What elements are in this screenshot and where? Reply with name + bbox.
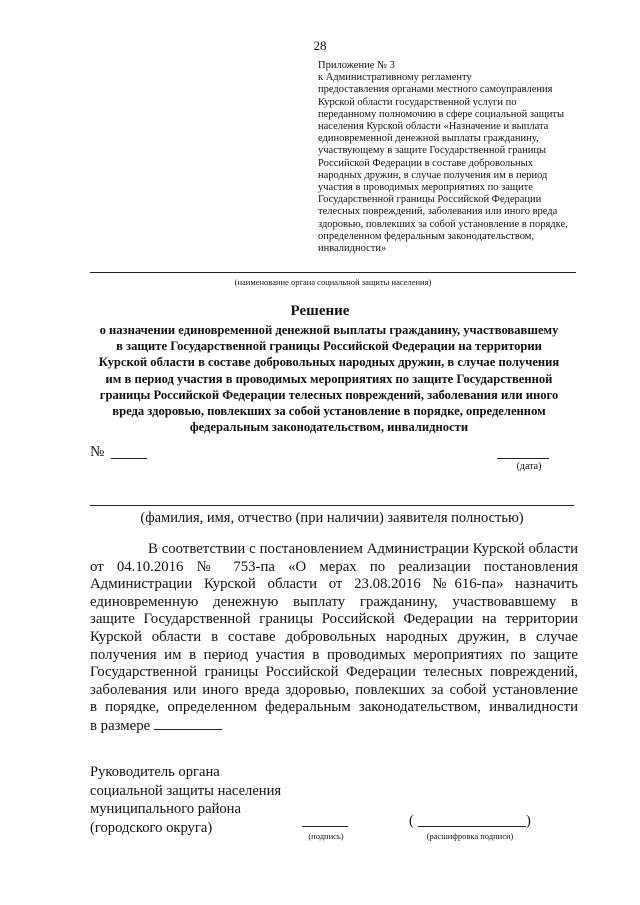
signature-decode-caption: (расшифровка подписи) <box>426 831 514 841</box>
decision-date-blank <box>497 458 549 459</box>
signer-block <box>90 763 281 837</box>
appendix-line: здоровью, повлекших за собой установление в порядке, <box>318 218 568 230</box>
decision-date-caption: (дата) <box>516 461 542 472</box>
appendix-line: народных дружин, в случае получения им в период <box>318 169 548 181</box>
appendix-line: к Административному регламенту <box>318 72 472 84</box>
decode-close-paren: ) <box>526 813 531 829</box>
amount-blank <box>154 717 222 730</box>
decision-body <box>90 541 578 735</box>
appendix-line: инвалидности» <box>318 243 387 255</box>
body-line: Курской области в составе добровольных народных дружин, в случае <box>90 628 578 645</box>
body-line: получения им в период участия в проводимых мероприятиях по защите <box>90 646 578 663</box>
appendix-line: Приложение № 3 <box>318 60 395 71</box>
signer-line: муниципального района <box>90 801 241 818</box>
body-line: в порядке, определенном федеральным законодательством, инвалидности <box>90 699 578 716</box>
body-line: заболевания или иного вреда здоровью, повлекших за собой установление <box>90 681 578 698</box>
amount-line <box>90 717 578 735</box>
applicant-name-blank-line <box>90 505 574 506</box>
subtitle-line: Курской области в составе добровольных народных дружин, в случае получения <box>98 355 560 370</box>
subtitle-line: в защите Государственной границы Российской Федерации на территории <box>116 339 542 354</box>
subtitle-line: границы Российской Федерации телесных повреждений, заболевания или иного <box>99 387 559 402</box>
body-line: В соответствии с постановлением Администрации Курской области <box>148 541 578 557</box>
signer-line: социальной защиты населения <box>90 782 282 799</box>
appendix-line: определенном федеральным законодательством, <box>318 230 535 242</box>
decision-title: Решение <box>290 303 350 319</box>
decision-number-blank <box>111 458 147 459</box>
appendix-line: Курской области государственной услуги по <box>318 96 517 108</box>
appendix-line: участия в проводимых мероприятиях по защите <box>318 182 533 194</box>
org-name-caption: (наименование органа социальной защиты населения) <box>234 277 432 287</box>
org-name-blank-line <box>90 272 576 273</box>
body-line: Администрации Курской области от 23.08.2016 №616-па» назначить <box>90 576 578 593</box>
decision-subtitle <box>84 322 574 435</box>
decision-number-label: № <box>90 444 105 460</box>
body-line: от 04.10.2016 № 753-па «О мерах по реализации постановления <box>90 558 578 575</box>
signature-blank <box>302 826 348 827</box>
signature-decode-blank <box>418 826 526 827</box>
signer-line: (городского округа) <box>90 819 213 836</box>
subtitle-line: о назначении единовременной денежной выплаты гражданину, участвовавшему <box>99 323 559 337</box>
body-line: защите Государственной границы Российской Федерации на территории <box>90 611 578 628</box>
signer-line: Руководитель органа <box>90 764 220 780</box>
appendix-line: участвующему в защите Государственной границы <box>318 145 547 157</box>
appendix-line: телесных повреждений, заболевания или иного вреда <box>318 206 558 218</box>
appendix-line: переданному полномочию в сфере социальной защиты <box>318 108 565 120</box>
decode-open-paren: ( <box>409 813 414 829</box>
subtitle-line: им в период участия в проводимых мероприятиях по защите Государственной <box>105 371 553 386</box>
body-line: Государственной границы Российской Федерации телесных повреждений, <box>90 664 578 681</box>
appendix-line: населения Курской области «Назначение и выплата <box>318 121 549 133</box>
signature-caption: (подпись) <box>308 831 344 841</box>
applicant-name-caption: (фамилия, имя, отчество (при наличии) заявителя полностью) <box>140 510 524 526</box>
appendix-header <box>318 60 588 255</box>
appendix-line: Российской Федерации в составе добровольных <box>318 157 533 169</box>
amount-label: в размере <box>90 717 151 734</box>
subtitle-line: федеральным законодательством, инвалидности <box>189 420 469 435</box>
appendix-line: единовременной денежной выплаты гражданину, <box>318 133 539 145</box>
body-line: единовременную денежную выплату гражданину, участвовавшему в <box>90 593 578 610</box>
appendix-line: предоставления органами местного самоуправления <box>318 84 553 96</box>
page-number: 28 <box>313 38 327 53</box>
subtitle-line: вреда здоровью, повлекших за собой установление в порядке, определенном <box>112 404 546 419</box>
appendix-line: Государственной границы Российской Федерации <box>318 194 542 206</box>
